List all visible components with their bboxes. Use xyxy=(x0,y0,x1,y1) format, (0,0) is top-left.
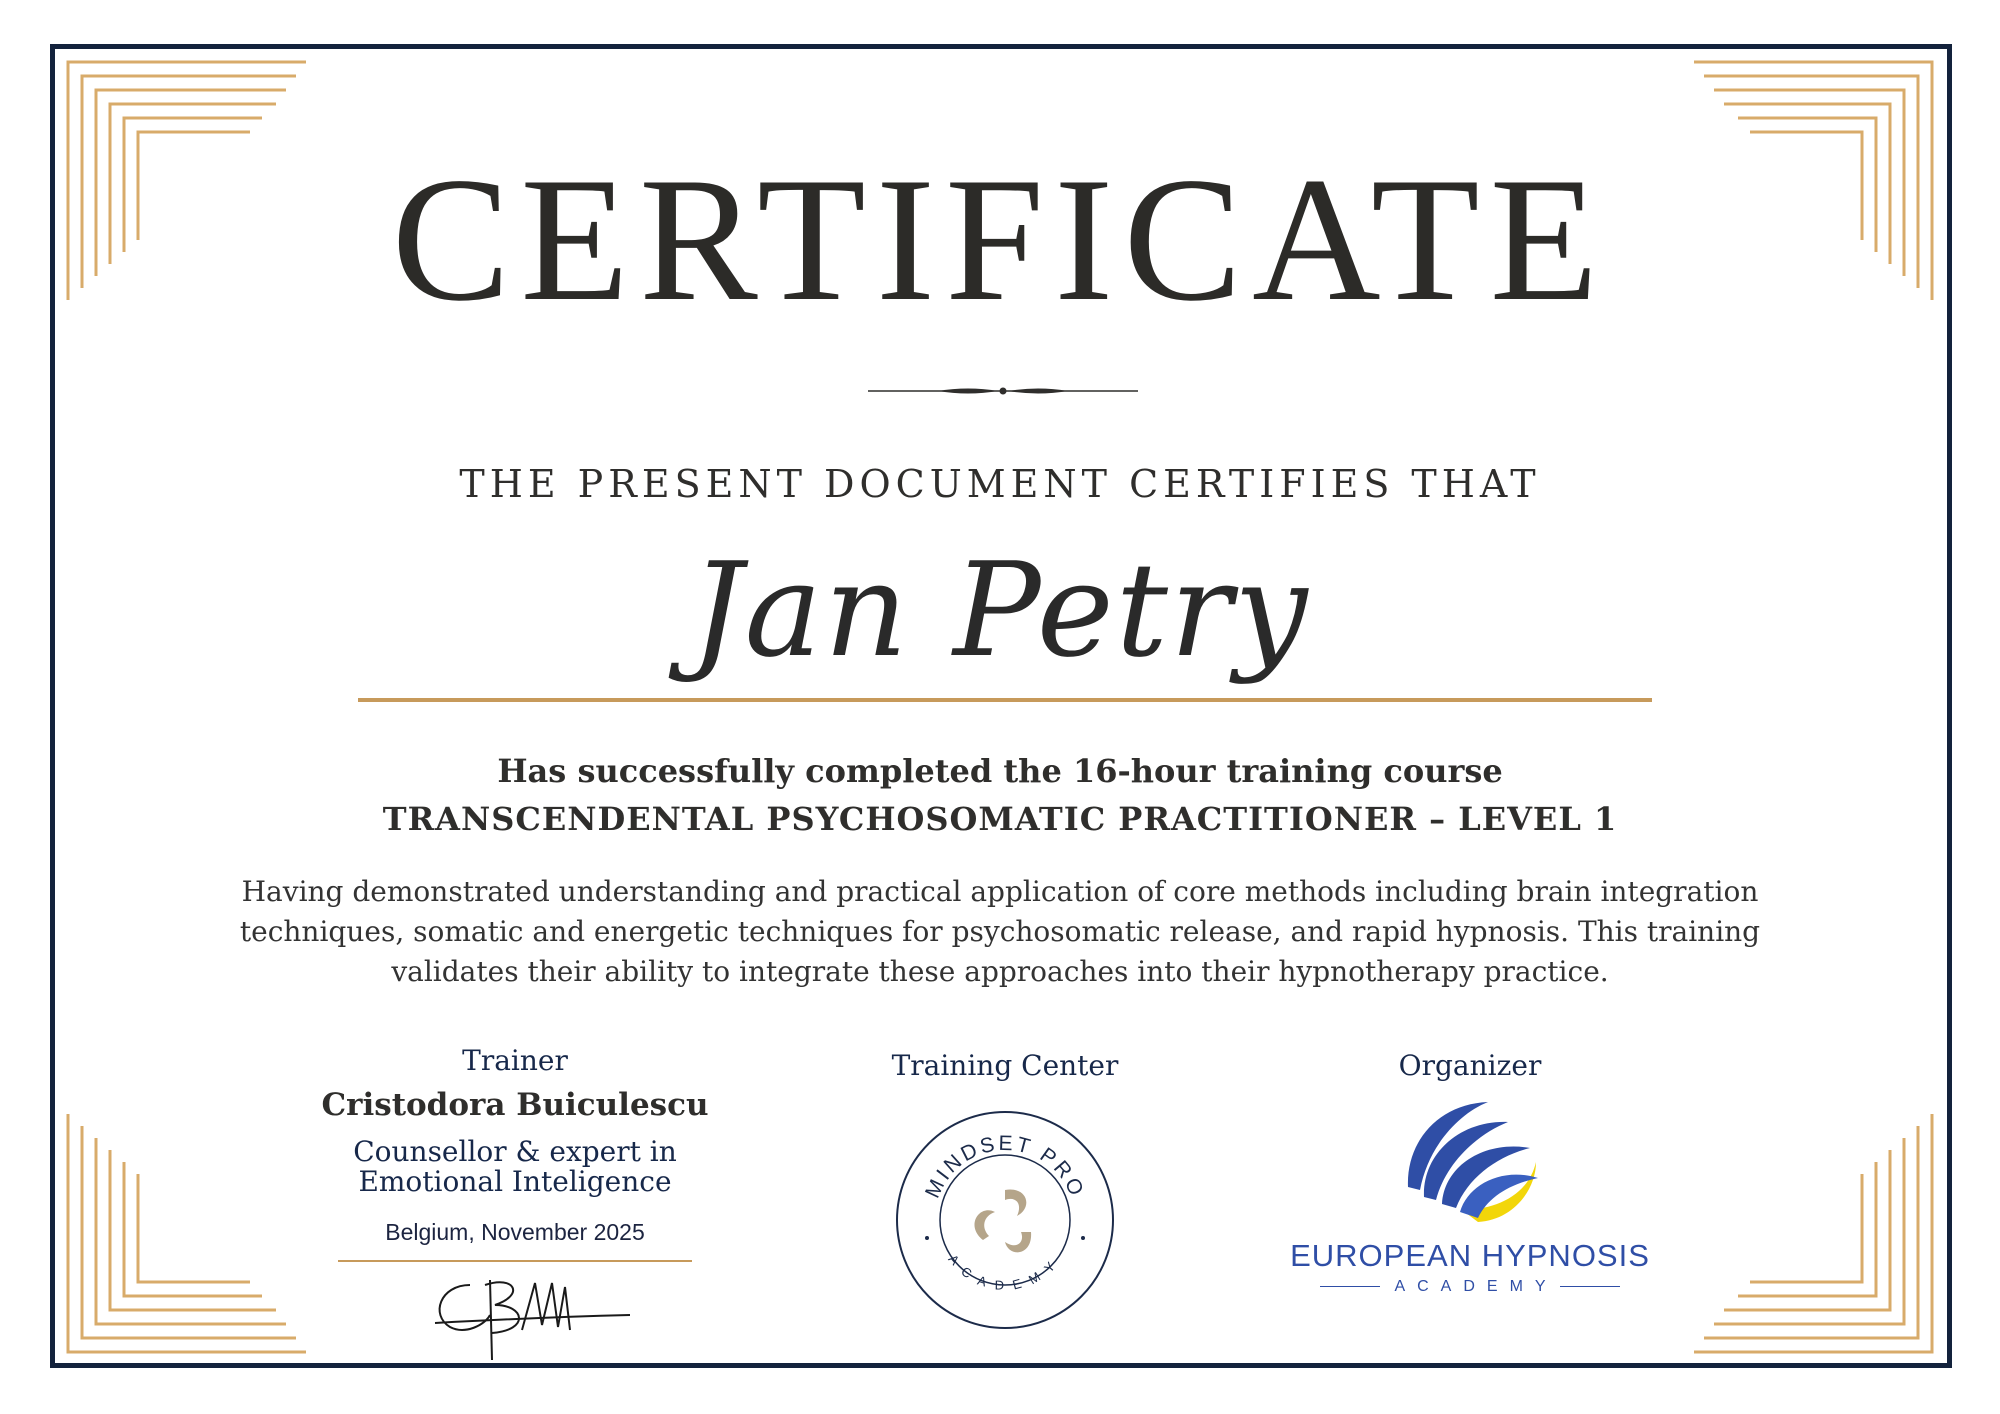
organizer-label: Organizer xyxy=(1398,1049,1542,1082)
description-line: validates their ability to integrate these approaches into their hypnotherapy practice. xyxy=(391,955,1609,988)
certifies-subtitle: THE PRESENT DOCUMENT CERTIFIES THAT xyxy=(459,462,1541,506)
description-line: techniques, somatic and energetic techniques for psychosomatic release, and rapid hypnosis. This training xyxy=(239,915,1761,948)
signature-line xyxy=(338,1260,692,1262)
trainer-name: Cristodora Buiculescu xyxy=(321,1087,709,1123)
corner-ornament-icon xyxy=(1686,1106,1936,1356)
mindset-pro-logo-icon xyxy=(893,1108,1117,1332)
trainer-role xyxy=(290,1137,740,1197)
trainer-label: Trainer xyxy=(462,1044,568,1077)
mindset-logo-bottom-text: ACADEMY xyxy=(945,1251,1065,1293)
name-underline xyxy=(358,698,1652,702)
place-date: Belgium, November 2025 xyxy=(385,1219,645,1245)
signature-icon xyxy=(430,1275,640,1365)
description-line: Having demonstrated understanding and practical application of core methods including brain integration xyxy=(241,875,1759,908)
trainer-section xyxy=(290,1044,740,1246)
organizer-logo-name: EUROPEAN HYPNOSIS xyxy=(1290,1238,1650,1273)
mindset-logo-top-text: MINDSET PRO xyxy=(920,1131,1089,1202)
organizer-logo-sub xyxy=(1280,1278,1660,1296)
course-completion-line: Has successfully completed the 16-hour training course xyxy=(497,752,1503,790)
certificate-title: CERTIFICATE xyxy=(391,140,1609,338)
divider-ornament-icon xyxy=(868,381,1138,401)
course-description xyxy=(0,872,2000,992)
training-center-section xyxy=(860,1049,1150,1082)
recipient-name: Jan Petry xyxy=(690,534,1310,686)
svg-text:MINDSET PRO xyxy=(921,1132,1089,1202)
organizer-logo-sub-text: ACADEMY xyxy=(1394,1278,1558,1295)
european-hypnosis-logo-icon xyxy=(1398,1092,1543,1232)
organizer-section xyxy=(1310,1049,1630,1082)
trainer-role-line: Emotional Inteligence xyxy=(358,1165,672,1198)
corner-ornament-icon xyxy=(64,1106,314,1356)
training-center-label: Training Center xyxy=(891,1049,1119,1082)
trainer-role-line: Counsellor & expert in xyxy=(353,1135,677,1168)
svg-text:ACADEMY xyxy=(945,1252,1064,1293)
course-title: TRANSCENDENTAL PSYCHOSOMATIC PRACTITIONER – LEVEL 1 xyxy=(382,800,1618,838)
